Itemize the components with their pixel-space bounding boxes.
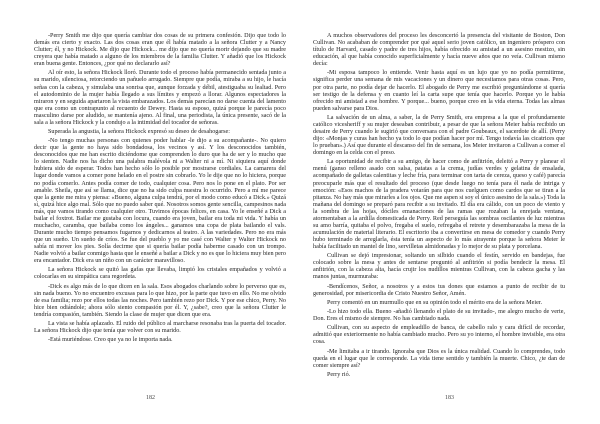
paragraph: -Perry Smith me dijo que quería cambiar dos cosas de su primera confesión. Dijo que todo lo demás era cierto y exacto. Las dos cosas eran que él había matado a la señora Clutter y a Nancy Clutter; él, y no Hickock. Me dijo que Hickock... me dijo que no quería morir dejando que su madre creyera que había matado a alguno de los miembros de la familia Clutter. Y añadió que los Hickock eran buena gente. Entonces, ¿por qué no declararlo así? (34, 33, 286, 68)
page-number-right: 183 (445, 395, 454, 401)
paragraph: A muchos observadores del proceso les desconcertó la presencia del visitante de Boston, Don Cullivan. No acababan de comprender por qué aquel serio joven católico, un ingeniero próspero con título de Harvard, casado y padre de tres hijos, había ofrecido su amistad a un asesino mestizo, sin educación, al que había conocido superficialmente y hacía nueve años que no veía. Cullivan mismo decía: (313, 33, 565, 68)
paragraph: -Está muriéndose. Creo que ya no le importa nada. (48, 337, 173, 344)
paragraph: Perry comentó en un murmullo que en su opinión todo el mérito era de la señora Meier. (327, 299, 543, 306)
paragraph: Cullivan se dejó impresionar, soltando un silbido cuando el festín, servido en bandejas, fue colocado sobre la mesa y antes de sentarse preguntó al anfitrión si podía bendecir la mesa. El anfitrión, con la cabeza alta, hacía crujir los nudillos mientras Cullivan, con la cabeza gacha y las manos juntas, murmuraba: (313, 253, 565, 281)
paragraph: La señora Hickock se quitó las gafas que llevaba, limpió los cristales empañados y volvió a colocarlas en su simpática cara regordeta. (34, 267, 286, 281)
paragraph: -Mi esposa tampoco lo entiende. Venir hasta aquí es un lujo que yo no podía permitirme, significa perder una semana de mis vacaciones y un dinero que necesitamos para otras cosas. Pero, por otra parte, no podía dejar de hacerlo. El abogado de Perry me escribió preguntándome si quería ser testigo de la defensa y en cuanto leí la carta supe que tenía que hacerlo. Porque yo le había ofrecido mi amistad a ese hombre. Y porque... bueno, porque creo en la vida eterna. Todas las almas pueden salvarse para Dios. (313, 70, 565, 112)
paragraph: La vista se había aplazado. El ruido del público al marcharse resonaba tras la puerta del tocador. La señora Hickock dijo que tenía que volver con su marido. (34, 320, 286, 334)
left-page (34, 33, 286, 413)
paragraph: -No tengo muchas personas con quienes poder hablar -le dijo a su acompañante-. No quiero decir que la gente no haya sido bondadosa, los vecinos y así. Y los desconocidos también, desconocidos que me han escrito diciéndome que comprenden lo duro que ha de ser y lo mucho que lo sienten. Nadie nos ha dicho una palabra malévola ni a Walter ni a mí. Ni siquiera aquí donde hubiera sido de esperar. Todos han hecho sólo lo posible por mostrarse cordiales. La camarera del lugar donde vamos a comer pone helado en el postre sin cobrarlo. Yo le dije que no lo hiciera, porque no podía comerlo. Antes podía comer de todo, cualquier cosa. Pero nos lo pone en el plato. Por ser amable. Sheila, que así se llama, dice que no ha sido culpa nuestra lo ocurrido. Pero a mí me parece que la gente me mira y piensa: «Bueno, alguna culpa tendrá, por el modo como educó a Dick.» Quizá sí, quizá hice algo mal. Sólo que no puedo saber qué. Nosotros somos gente sencilla, campesinos nada más, que vamos tirando como cualquier otro. Tuvimos épocas felices, en casa. Yo le enseñé a Dick a bailar el foxtrot. Bailar me gustaba con locura, cuando era joven, bailar era toda mi vida. Y había un muchacho, caramba, que bailaba como los ángeles... ganamos una copa de plata bailando el vals. Durante mucho tiempo pensamos fugarnos y dedicarnos al teatro. A las variedades. Pero no era más que un sueño. Un sueño de críos. Se fue del pueblo y yo me casé con Walter y Walter Hickock no sabía ni mover los pies. Solía decirme que si quería bailar podía haberme casado con un trompo. Nadie volvió a bailar conmigo hasta que le enseñé a bailar a Dick y no es que lo hiciera muy bien pero era encantador. Dick era un niño con un carácter maravilloso. (34, 138, 286, 265)
right-page (313, 33, 565, 413)
paragraph: La salvación de un alma, a saber, la de Perry Smith, era empresa a la que el profundamente católico vicesheriff y su mujer deseaban contribuir, a pesar de que la señora Meier había recibido un desaire de Perry cuando le sugirió que conversara con el padre Goubeaux, el sacerdote de allí. (Perry dijo: «Monjas y curas han hecho ya todo lo que podían hacer por mí. Tengo todavía las cicatrices que lo prueban».) Así que durante el descanso del fin de semana, los Meier invitaron a Cullivan a comer el domingo en la celda con el preso. (313, 114, 565, 157)
paragraph: Perry rió. (327, 371, 351, 378)
paragraph: Cullivan, con su aspecto de empleadillo de banca, de cabello ralo y cara difícil de recordar, admitió que exteriormente no había cambiado mucho. Pero su yo interno, el hombre invisible, era otra cosa. (313, 325, 565, 346)
paragraph: La oportunidad de recibir a su amigo, de hacer como de anfitrión, deleitó a Perry y planear el menú (ganso relleno asado con salsa, patatas a la crema, judías verdes y gelatina de ensalada, acompañado de galletas calentitas y leche fría, para terminar con tarta de cereza, queso y café) parecía preocuparle más que el resultado del proceso (que desde luego no tenía para él nada de intriga y emoción: «Esos machos de la pradera votarán para que nos cuelguen como cardos que se tiran a la pitanza. No hay más que mirarles a los ojos. Que me aspen si soy el único asesino de la sala.») Toda la mañana del domingo se preparó para recibir a su invitado. El día era cálido, con un poco de viento y la sombra de las hojas, dóciles emanaciones de las ramas que rozaban la enrejada ventana, atormentaban a la ardilla domesticada de Perry. Red perseguía las sombras oscilantes de luz mientras su amo barría, quitaba el polvo, fregaba el suelo, refregaba el retrete y desembarazaba la mesa de la acumulación de material literario. El escritorio iba a convertirse en mesa de comedor y cuando Perry hubo terminado de arreglarla, ésta tenía un aspecto de lo más atrayente porque la señora Meier le había facilitado un mantel de lino, servilletas almidonadas y lo mejor de su plata y porcelana. (313, 159, 565, 250)
paragraph: Al oír esto, la señora Hickock lloró. Durante todo el proceso había permanecido sentada junto a su marido, silenciosa, retorciendo un pañuelo arrugado. Siempre que podía, miraba a su hijo, le hacía señas con la cabeza, y simulaba una sonrisa que, aunque forzada y débil, atestiguaba su lealtad. Pero el autodominio de la mujer había llegado a sus límites y empezó a llorar. Algunos espectadores la miraron y en seguida apartaron la vista embarazados. Los demás parecían no darse cuenta del lamento que era como un contrapunto al recuento de Dewey. Hasta su esposo, quizá porque le parecía poco masculino darse por aludido, se mantenía ajeno. Al final, una periodista, la única presente, sacó de la sala a la señora Hickock y la condujo a la intimidad del tocador de señoras. (34, 70, 286, 126)
page-number-left: 182 (146, 395, 155, 401)
paragraph: Superada la angustia, la señora Hickock expresó su deseo de desahogarse: (48, 128, 230, 135)
paragraph: -Dick es algo más de lo que dicen en la sala. Esos abogados charlando sobre lo perverso que es, sin nada bueno. Yo no encuentro excusas para lo que hizo, por la parte que tuvo en ello. No me olvido de esa familia; rezo por ellos todas las noches. Pero también rezo por Dick. Y por ese chico, Perry. No hice bien odiándole; ahora sólo siento compasión por él. Y, ¿sabe?, creo que la señora Clutter le tendría compasión, también. Siendo la clase de mujer que dicen que era. (34, 283, 286, 318)
paragraph: -Bendícenos, Señor, a nosotros y a estos tus dones que estamos a punto de recibir de tu generosidad, por misericordia de Cristo Nuestro Señor, Amén. (313, 283, 565, 297)
paragraph: -Lo hizo todo ella. Bueno -añadió llenando el plato de su invitado-, me alegro mucho de verte, Don. Eres el mismo de siempre. No has cambiado nada. (313, 309, 565, 323)
paragraph: -Me limitaba a ir tirando. Ignoraba que Dios es la única realidad. Cuando lo comprendes, todo queda en el lugar que le corresponde. La vida tiene sentido y también la muerte. Chico, ¿te dan de comer siempre así? (313, 348, 565, 369)
